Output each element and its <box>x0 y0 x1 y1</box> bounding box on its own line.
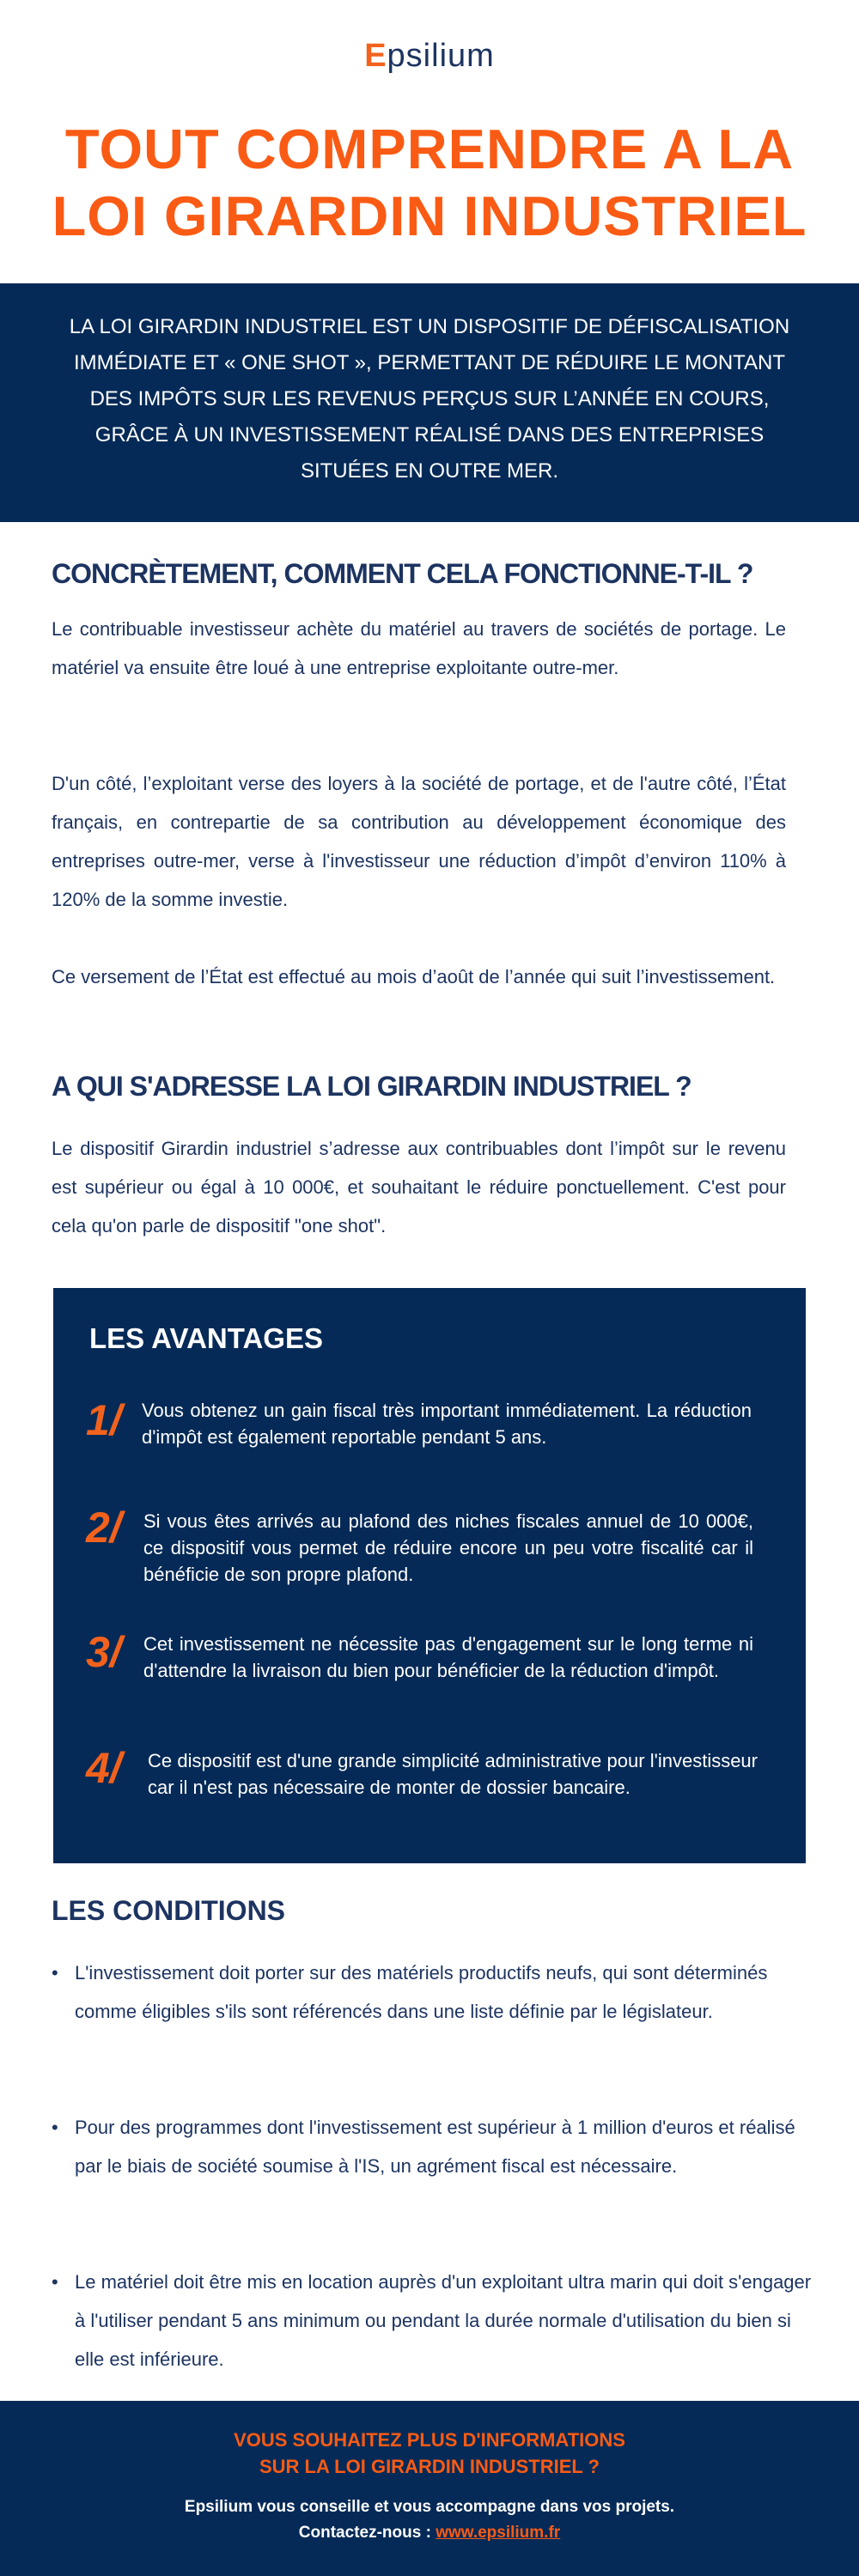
website-link[interactable]: www.epsilium.fr <box>436 2524 561 2542</box>
footer-question <box>0 2427 859 2480</box>
advantage-text-4: Ce dispositif est d'une grande simplicité administrative pour l'investisseur car il n'est pas nécessaire de monter de dossier bancaire. <box>148 1750 758 1798</box>
title-line-2: LOI GIRARDIN INDUSTRIEL <box>52 185 807 247</box>
footer-cta <box>0 2494 859 2546</box>
brand-logo <box>0 38 859 75</box>
paragraph-how-2: D'un côté, l’exploitant verse des loyers à la société de portage, et de l'autre côté, l’État français, en contrepartie de sa contribution au développement économique des entreprises outre-mer, verse à l'investisseur une réduction d’impôt d’environ 110% à 120% de la somme investie. <box>52 773 786 910</box>
bullet-icon: • <box>52 2271 58 2293</box>
paragraph-who-1: Le dispositif Girardin industriel s’adresse aux contribuables dont l’impôt sur le revenu est supérieur ou égal à 10 000€, et souhaitant le réduire ponctuellement. C'est pour cela qu'on parle de dispositif "one shot". <box>52 1138 786 1236</box>
advantage-number-2: 2/ <box>86 1504 122 1552</box>
bullet-icon: • <box>52 1962 58 1984</box>
page-title <box>0 116 859 250</box>
advantage-text-2: Si vous êtes arrivés au plafond des niches fiscales annuel de 10 000€, ce dispositif vous permet de réduire encore un peu votre fiscalité car il bénéficie de son propre plafond. <box>143 1510 753 1585</box>
footer-question-line-1: VOUS SOUHAITEZ PLUS D'INFORMATIONS <box>234 2429 625 2451</box>
advantage-text-1: Vous obtenez un gain fiscal très important immédiatement. La réduction d'impôt est également reportable pendant 5 ans. <box>142 1400 752 1448</box>
section-heading-who: A QUI S'ADRESSE LA LOI GIRARDIN INDUSTRIEL ? <box>52 1071 691 1102</box>
bullet-icon: • <box>52 2117 58 2138</box>
advantage-number-4: 4/ <box>86 1744 122 1792</box>
section-heading-how: CONCRÈTEMENT, COMMENT CELA FONCTIONNE-T-IL ? <box>52 558 753 589</box>
advantages-title: LES AVANTAGES <box>89 1322 323 1354</box>
paragraph-how-1: Le contribuable investisseur achète du matériel au travers de sociétés de portage. Le matériel va ensuite être loué à une entreprise exploitante outre-mer. <box>52 618 786 678</box>
intro-text: LA LOI GIRARDIN INDUSTRIEL EST UN DISPOSITIF DE DÉFISCALISATION IMMÉDIATE ET « ONE SHOT », PERMETTANT DE RÉDUIRE LE MONTANT DES IMPÔTS SUR LES REVENUS PERÇUS SUR L’ANNÉE EN COURS, GRÂCE À UN INVESTISSEMENT RÉALISÉ DANS DES ENTREPRISES SITUÉES EN OUTRE MER. <box>69 315 790 483</box>
paragraph-how-3: Ce versement de l’État est effectué au mois d’août de l’année qui suit l’investissement. <box>52 966 776 987</box>
footer-contact-label: Contactez-nous : <box>298 2524 436 2542</box>
condition-text-1: L'investissement doit porter sur des matériels productifs neufs, qui sont déterminés comme éligibles s'ils sont référencés dans une liste définie par le législateur. <box>75 1962 768 2022</box>
advantage-number-3: 3/ <box>86 1628 122 1676</box>
logo-initial: E <box>364 38 387 74</box>
logo-text: psilium <box>387 38 495 74</box>
advantage-number-1: 1/ <box>86 1396 122 1444</box>
footer-cta-line-1: Epsilium vous conseille et vous accompagne dans vos projets. <box>184 2498 675 2516</box>
condition-text-3: Le matériel doit être mis en location auprès d'un exploitant ultra marin qui doit s'engager à l'utiliser pendant 5 ans minimum ou pendant la durée normale d'utilisation du bien si elle est inférieure. <box>75 2271 812 2370</box>
condition-text-2: Pour des programmes dont l'investissement est supérieur à 1 million d'euros et réalisé par le biais de société soumise à l'IS, un agrément fiscal est nécessaire. <box>75 2117 795 2177</box>
advantage-text-3: Cet investissement ne nécessite pas d'engagement sur le long terme ni d'attendre la livraison du bien pour bénéficier de la réduction d'impôt. <box>143 1633 753 1681</box>
conditions-title: LES CONDITIONS <box>52 1895 286 1926</box>
footer-question-line-2: SUR LA LOI GIRARDIN INDUSTRIEL ? <box>259 2456 600 2477</box>
title-line-1: TOUT COMPRENDRE A LA <box>64 118 795 180</box>
footer-contact-line <box>0 2520 859 2546</box>
